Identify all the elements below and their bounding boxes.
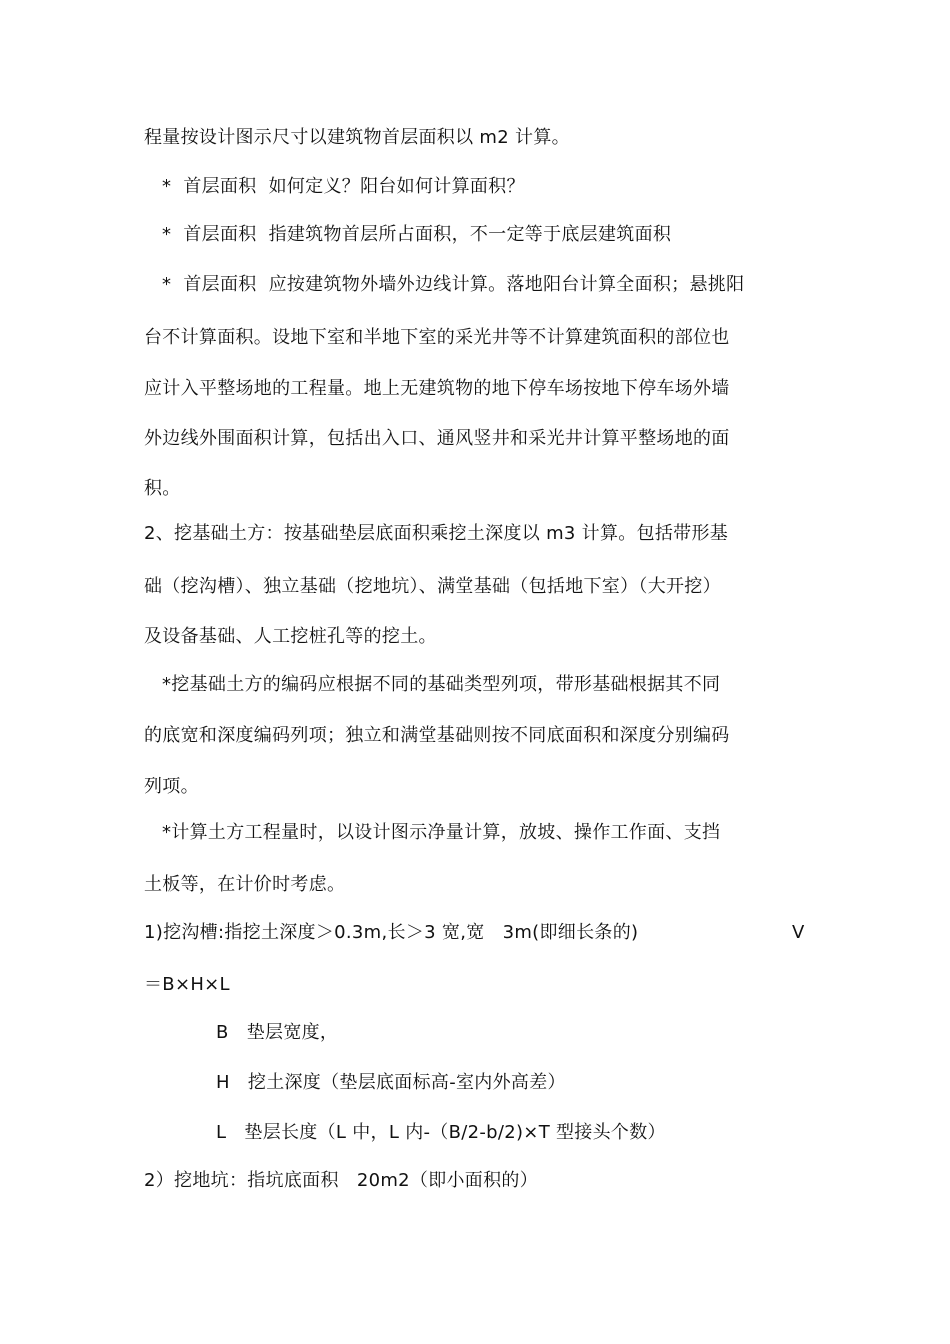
- text-line: 列项。: [144, 776, 199, 797]
- text-line: *挖基础土方的编码应根据不同的基础类型列项，带形基础根据其不同: [162, 674, 721, 695]
- formula-v: V: [792, 922, 805, 943]
- text-line: 外边线外围面积计算，包括出入口、通风竖井和采光井计算平整场地的面: [144, 428, 730, 449]
- text-line: 础（挖沟槽）、独立基础（挖地坑）、满堂基础（包括地下室）（大开挖）: [144, 576, 721, 597]
- text-line: * 首层面积 应按建筑物外墙外边线计算。落地阳台计算全面积；悬挑阳: [162, 274, 745, 295]
- text-line: ＝B×H×L: [144, 974, 230, 995]
- text-line: 土板等，在计价时考虑。: [144, 874, 346, 895]
- text-line: * 首层面积 如何定义？阳台如何计算面积？: [162, 176, 525, 197]
- text-line: 及设备基础、人工挖桩孔等的挖土。: [144, 626, 437, 647]
- text-line: * 首层面积 指建筑物首层所占面积，不一定等于底层建筑面积: [162, 224, 672, 245]
- text-line: *计算土方工程量时，以设计图示净量计算，放坡、操作工作面、支挡: [162, 822, 721, 843]
- text-line: 应计入平整场地的工程量。地上无建筑物的地下停车场按地下停车场外墙: [144, 378, 730, 399]
- text-line: 积。: [144, 478, 181, 499]
- text-line: 台不计算面积。设地下室和半地下室的采光井等不计算建筑面积的部位也: [144, 327, 730, 348]
- text-line: L 垫层长度（L 中，L 内-（B/2-b/2)×T 型接头个数）: [216, 1122, 666, 1143]
- text-line: 1)挖沟槽:指挖土深度＞0.3m,长＞3 宽,宽 3m(即细长条的): [144, 922, 639, 943]
- text-line: 2）挖地坑：指坑底面积 20m2（即小面积的）: [144, 1170, 539, 1191]
- text-line: H 挖土深度（垫层底面标高-室内外高差）: [216, 1072, 566, 1093]
- text-line: B 垫层宽度，: [216, 1022, 339, 1043]
- text-line: 2、挖基础土方：按基础垫层底面积乘挖土深度以 m3 计算。包括带形基: [144, 523, 729, 544]
- text-line: 程量按设计图示尺寸以建筑物首层面积以 m2 计算。: [144, 127, 570, 148]
- text-line: 的底宽和深度编码列项；独立和满堂基础则按不同底面积和深度分别编码: [144, 725, 730, 746]
